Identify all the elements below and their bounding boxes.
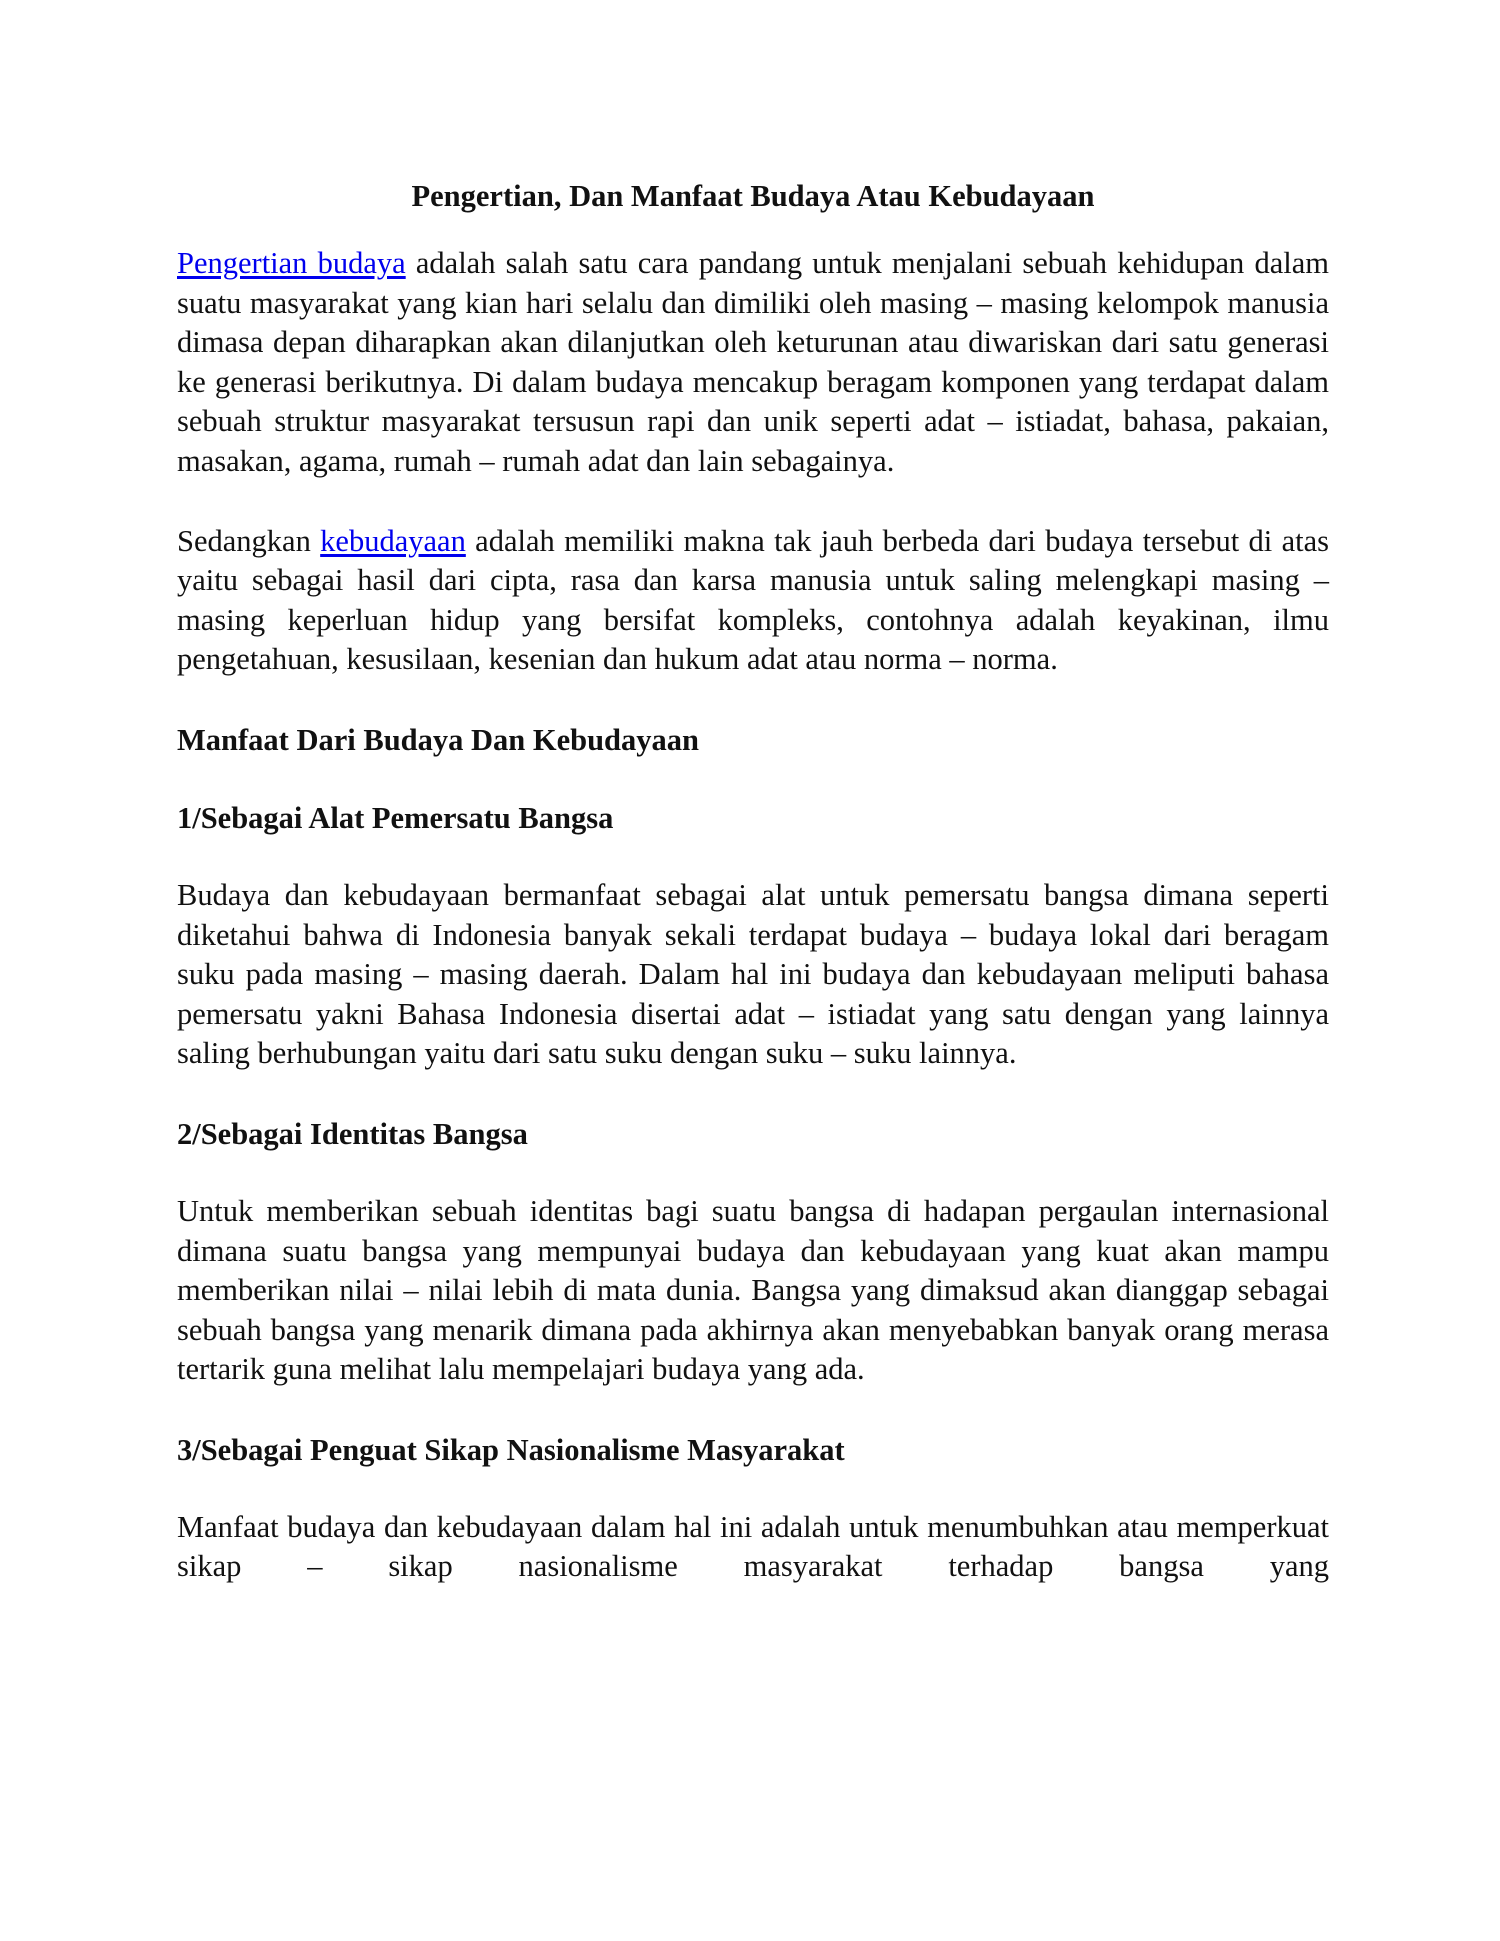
document-title: Pengertian, Dan Manfaat Budaya Atau Kebudayaan [411, 179, 1095, 213]
kebudayaan-paragraph [177, 522, 1329, 680]
document-page [177, 176, 1329, 1587]
section-heading-1: 1/Sebagai Alat Pemersatu Bangsa [177, 800, 614, 835]
section-heading-2: 2/Sebagai Identitas Bangsa [177, 1116, 528, 1151]
benefits-heading: Manfaat Dari Budaya Dan Kebudayaan [177, 722, 699, 757]
kebudayaan-prefix: Sedangkan [177, 523, 321, 558]
intro-text: adalah salah satu cara pandang untuk menjalani sebuah kehidupan dalam suatu masyarakat yang kian hari selalu dan dimiliki oleh masing – masing kelompok manusia dimasa depan diharapkan akan dilanjutkan oleh keturunan atau diwariskan dari satu generasi ke generasi berikutnya. Di dalam budaya mencakup beragam komponen yang terdapat dalam sebuah struktur masyarakat tersusun rapi dan unik seperti adat – istiadat, bahasa, pakaian, masakan, agama, rumah – rumah adat dan lain sebagainya. [177, 246, 1329, 478]
kebudayaan-text: adalah memiliki makna tak jauh berbeda dari budaya tersebut di atas yaitu sebagai hasil dari cipta, rasa dan karsa manusia untuk saling melengkapi masing – masing keperluan hidup yang bersifat kompleks, contohnya adalah keyakinan, ilmu pengetahuan, kesusilaan, kesenian dan hukum adat atau norma – norma. [177, 523, 1329, 677]
section-heading-3: 3/Sebagai Penguat Sikap Nasionalisme Masyarakat [177, 1432, 845, 1467]
section-paragraph-3: Manfaat budaya dan kebudayaan dalam hal ini adalah untuk menumbuhkan atau memperkuat sikap – sikap nasionalisme masyarakat terhadap bangsa yang [177, 1509, 1329, 1584]
intro-paragraph [177, 244, 1329, 482]
pengertian-budaya-link[interactable]: Pengertian budaya [177, 246, 406, 280]
section-paragraph-1: Budaya dan kebudayaan bermanfaat sebagai alat untuk pemersatu bangsa dimana seperti diketahui bahwa di Indonesia banyak sekali terdapat budaya – budaya lokal dari beragam suku pada masing – masing daerah. Dalam hal ini budaya dan kebudayaan meliputi bahasa pemersatu yakni Bahasa Indonesia disertai adat – istiadat yang satu dengan yang lainnya saling berhubungan yaitu dari satu suku dengan suku – suku lainnya. [177, 877, 1329, 1071]
section-paragraph-2: Untuk memberikan sebuah identitas bagi suatu bangsa di hadapan pergaulan internasional dimana suatu bangsa yang mempunyai budaya dan kebudayaan yang kuat akan mampu memberikan nilai – nilai lebih di mata dunia. Bangsa yang dimaksud akan dianggap sebagai sebuah bangsa yang menarik dimana pada akhirnya akan menyebabkan banyak orang merasa tertarik guna melihat lalu mempelajari budaya yang ada. [177, 1193, 1329, 1387]
kebudayaan-link[interactable]: kebudayaan [320, 523, 466, 558]
